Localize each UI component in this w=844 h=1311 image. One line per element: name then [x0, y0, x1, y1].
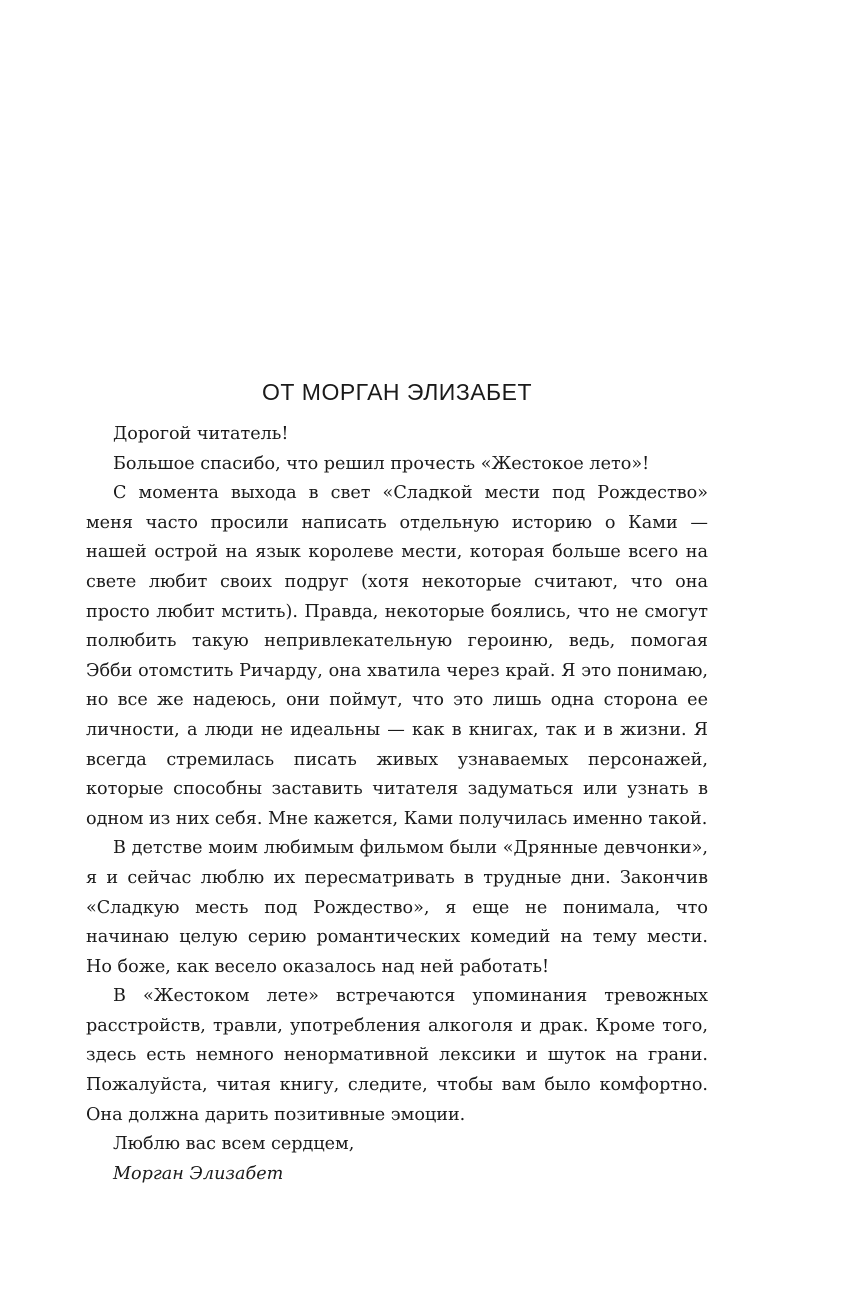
- greeting: Дорогой читатель!: [113, 424, 289, 444]
- author-signature: Морган Элизабет: [113, 1163, 284, 1184]
- paragraph-kami: С момента выхода в свет «Сладкой мести под Рождество» меня часто просили написать отдельную историю о Ками — нашей острой на язык королеве мести, которая больше всего на свете любит своих подруг (хотя некоторые считают, что она просто любит мстить). Правда, некоторые боялись, что не смогут полюбить такую непривлекательную героиню, ведь, помогая Эбби отомстить Ричарду, она хватила через край. Я это понимаю, но все же надеюсь, они поймут, что это лишь одна сторона ее личности, а люди не идеальны — как в книгах, так и в жизни. Я всегда стремилась писать живых узнаваемых персонажей, которые способны заставить читателя задуматься или узнать в одном из них себя. Мне кажется, Ками получилась именно такой.: [86, 483, 708, 829]
- closing-line: Люблю вас всем сердцем,: [113, 1134, 355, 1155]
- letter-body: [86, 420, 708, 1189]
- paragraph-content-warning: В «Жестоком лете» встречаются упоминания тревожных расстройств, травли, употребления алкоголя и драк. Кроме того, здесь есть немного ненормативной лексики и шуток на грани. Пожалуйста, читая книгу, следите, чтобы вам было комфортно. Она должна дарить позитивные эмоции.: [86, 986, 708, 1125]
- chapter-heading: ОТ МОРГАН ЭЛИЗАБЕТ: [261, 379, 533, 405]
- paragraph-thanks: Большое спасибо, что решил прочесть «Жестокое лето»!: [113, 453, 650, 474]
- paragraph-childhood: В детстве моим любимым фильмом были «Дрянные девчонки», я и сейчас люблю их пересматривать в трудные дни. Закончив «Сладкую месть под Рождество», я еще не понимала, что начинаю целую серию романтических комедий на тему мести. Но боже, как весело оказалось над ней работать!: [86, 838, 708, 977]
